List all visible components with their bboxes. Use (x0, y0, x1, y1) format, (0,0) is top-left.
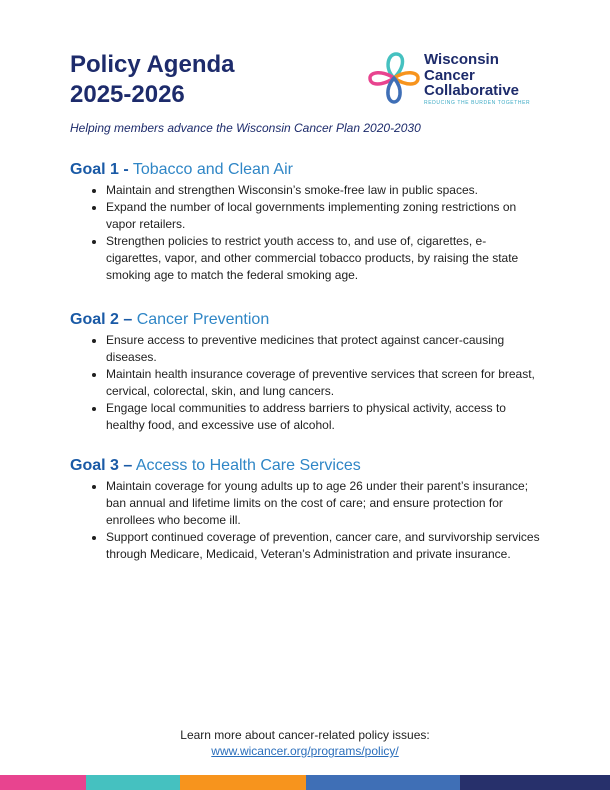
goal-name: Access to Health Care Services (135, 457, 361, 474)
goal-heading (70, 160, 540, 180)
goal-section (70, 160, 540, 284)
color-stripe-teal (86, 775, 180, 790)
goal-heading (70, 310, 540, 330)
list-item: • Maintain and strengthen Wisconsin’s smoke-free law in public spaces. (106, 182, 540, 199)
goal-number: Goal 1 - (70, 161, 129, 178)
list-item: • Maintain coverage for young adults up to age 26 under their parent’s insurance; ban annual and lifetime limits on the cost of care; and ensure protection for enrollees who become ill. (106, 478, 540, 529)
goal-section (70, 456, 540, 563)
list-item: • Support continued coverage of prevention, cancer care, and survivorship services through Medicare, Medicaid, Veteran’s Administration and private insurance. (106, 529, 540, 563)
list-item: • Strengthen policies to restrict youth access to, and use of, cigarettes, e-cigarettes, vapor, and other commercial tobacco products, by raising the state smoking age to match the federal smoking age. (106, 233, 540, 284)
policy-link[interactable]: www.wicancer.org/programs/policy/ (211, 744, 399, 758)
logo-tagline: REDUCING THE BURDEN TOGETHER (424, 100, 531, 106)
clover-knot-logo-icon (366, 48, 422, 110)
goal-number: Goal 3 – (70, 457, 133, 474)
wcc-logo (366, 48, 546, 110)
footer (0, 727, 610, 759)
page-subtitle: Helping members advance the Wisconsin Cancer Plan 2020-2030 (70, 121, 421, 135)
title-line-1: Policy Agenda (70, 51, 235, 78)
list-item: • Engage local communities to address barriers to physical activity, access to healthy food, and excessive use of alcohol. (106, 400, 540, 434)
goal-name: Tobacco and Clean Air (132, 161, 293, 178)
list-item: • Maintain health insurance coverage of preventive services that screen for breast, cervical, colorectal, skin, and lung cancers. (106, 366, 540, 400)
title-line-2: 2025-2026 (70, 81, 185, 108)
logo-line-3: Collaborative (424, 82, 520, 99)
goal-list (70, 182, 540, 284)
page-title (70, 50, 234, 110)
footer-text: Learn more about cancer-related policy issues: (180, 728, 430, 742)
list-item: • Ensure access to preventive medicines that protect against cancer-causing diseases. (106, 332, 540, 366)
color-stripe-orange (180, 775, 306, 790)
goal-list (70, 332, 540, 434)
color-stripe-navy (460, 775, 610, 790)
color-stripe-pink (0, 775, 86, 790)
logo-wordmark (424, 52, 519, 99)
color-stripe-blue (306, 775, 460, 790)
list-item: • Expand the number of local governments implementing zoning restrictions on vapor retailers. (106, 199, 540, 233)
goal-list (70, 478, 540, 563)
goal-section (70, 310, 540, 434)
logo-line-1: Wisconsin (424, 51, 499, 68)
goal-number: Goal 2 – (70, 311, 133, 328)
goal-heading (70, 456, 540, 476)
goal-name: Cancer Prevention (136, 311, 270, 328)
logo-line-2: Cancer (424, 66, 475, 84)
